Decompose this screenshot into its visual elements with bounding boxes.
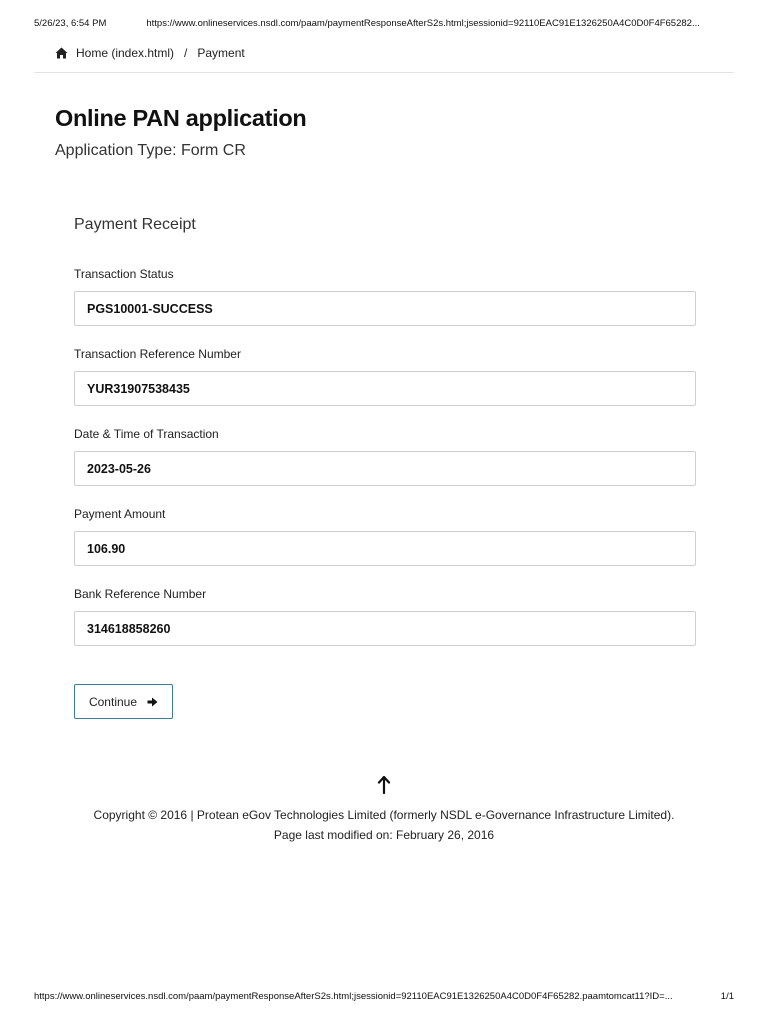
field-label: Transaction Status [74,267,174,281]
copyright-text: Copyright © 2016 | Protean eGov Technologies Limited (formerly NSDL e-Governance Infrastructure Limited). [93,808,675,822]
header-divider [34,72,734,73]
field-value: 106.90 [74,531,696,566]
field-value: 2023-05-26 [74,451,696,486]
print-page-count: 1/1 [720,991,734,1002]
field-value: PGS10001-SUCCESS [74,291,696,326]
field-bank-reference [74,586,696,646]
field-label: Bank Reference Number [74,587,207,601]
page-footer [0,805,768,845]
field-transaction-datetime [74,426,696,486]
breadcrumb-current: Payment [197,46,245,60]
field-label: Date & Time of Transaction [74,427,219,441]
print-header [34,18,734,29]
field-payment-amount [74,506,696,566]
home-icon[interactable] [55,47,68,59]
continue-button[interactable] [74,684,173,719]
receipt-heading: Payment Receipt [74,216,196,233]
arrow-right-icon [147,697,158,707]
print-footer [34,991,734,1002]
breadcrumb [55,46,245,60]
breadcrumb-home-link[interactable]: Home (index.html) [76,46,175,60]
application-type: Application Type: Form CR [55,142,246,159]
field-value: 314618858260 [74,611,696,646]
field-transaction-reference [74,346,696,406]
arrow-up-icon[interactable] [374,776,394,794]
field-transaction-status [74,266,696,326]
breadcrumb-separator: / [184,46,188,60]
field-label: Payment Amount [74,507,166,521]
continue-label: Continue [88,694,138,709]
last-modified-text: Page last modified on: February 26, 2016 [273,828,495,842]
page-title: Online PAN application [55,105,307,131]
field-value: YUR31907538435 [74,371,696,406]
field-label: Transaction Reference Number [74,347,241,361]
print-datetime: 5/26/23, 6:54 PM [34,18,107,29]
print-footer-url: https://www.onlineservices.nsdl.com/paam/paymentResponseAfterS2s.html;jsessionid=92110EAC91E1326250A4C0D0F4F65282.paamtomcat11?ID=... [34,991,673,1002]
print-url: https://www.onlineservices.nsdl.com/paam/paymentResponseAfterS2s.html;jsessionid=92110EAC91E1326250A4C0D0F4F65282... [146,18,700,29]
payment-receipt [74,216,696,666]
